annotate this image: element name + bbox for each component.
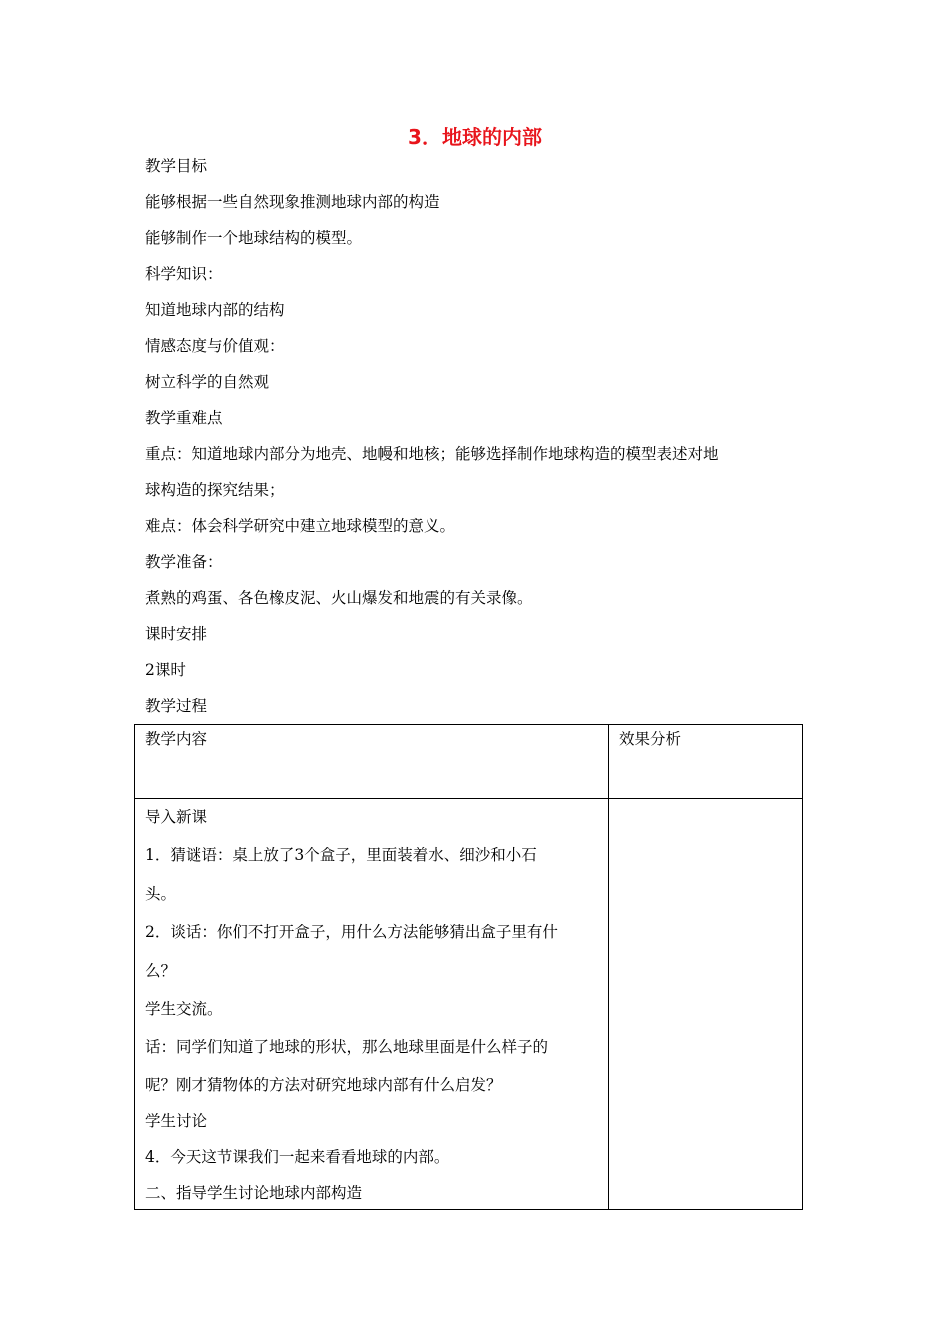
section-heading-knowledge: 科学知识：: [145, 265, 223, 283]
table-line: 学生讨论: [145, 1112, 208, 1130]
section-heading-schedule: 课时安排: [145, 625, 208, 643]
paragraph: 球构造的探究结果；: [145, 481, 285, 499]
table-line: 2．谈话：你们不打开盒子，用什么方法能够猜出盒子里有什: [145, 923, 558, 941]
table-line: 学生交流。: [145, 1000, 223, 1018]
paragraph: 难点：体会科学研究中建立地球模型的意义。: [145, 517, 456, 535]
section-heading-objectives: 教学目标: [145, 157, 208, 175]
teaching-process-table: [134, 724, 803, 1210]
section-heading-key-points: 教学重难点: [145, 409, 223, 427]
document-body: [145, 148, 795, 724]
paragraph: 重点：知道地球内部分为地壳、地幔和地核；能够选择制作地球构造的模型表述对地: [145, 445, 719, 463]
table-cell-content: [145, 799, 605, 1211]
paragraph: 知道地球内部的结构: [145, 301, 285, 319]
document-title: 3．地球的内部: [408, 125, 542, 149]
table-line: 么？: [145, 962, 177, 980]
paragraph: 树立科学的自然观: [145, 373, 270, 391]
table-line: 话：同学们知道了地球的形状，那么地球里面是什么样子的: [145, 1038, 549, 1056]
table-line: 头。: [145, 885, 177, 903]
paragraph: 2课时: [145, 661, 186, 679]
paragraph: 煮熟的鸡蛋、各色橡皮泥、火山爆发和地震的有关录像。: [145, 589, 533, 607]
section-heading-process: 教学过程: [145, 697, 208, 715]
table-header-analysis: 效果分析: [619, 730, 682, 748]
paragraph: 能够制作一个地球结构的模型。: [145, 229, 363, 247]
section-heading-preparation: 教学准备：: [145, 553, 223, 571]
section-heading-attitude: 情感态度与价值观：: [145, 337, 285, 355]
table-line: 呢？刚才猜物体的方法对研究地球内部有什么启发？: [145, 1076, 502, 1094]
paragraph: 能够根据一些自然现象推测地球内部的构造: [145, 193, 440, 211]
table-header-content: 教学内容: [145, 730, 208, 748]
table-line: 4．今天这节课我们一起来看看地球的内部。: [145, 1148, 450, 1166]
table-line: 1．猜谜语：桌上放了3个盒子，里面装着水、细沙和小石: [145, 846, 537, 864]
table-line: 导入新课: [145, 808, 208, 826]
table-line: 二、指导学生讨论地球内部构造: [145, 1184, 363, 1202]
